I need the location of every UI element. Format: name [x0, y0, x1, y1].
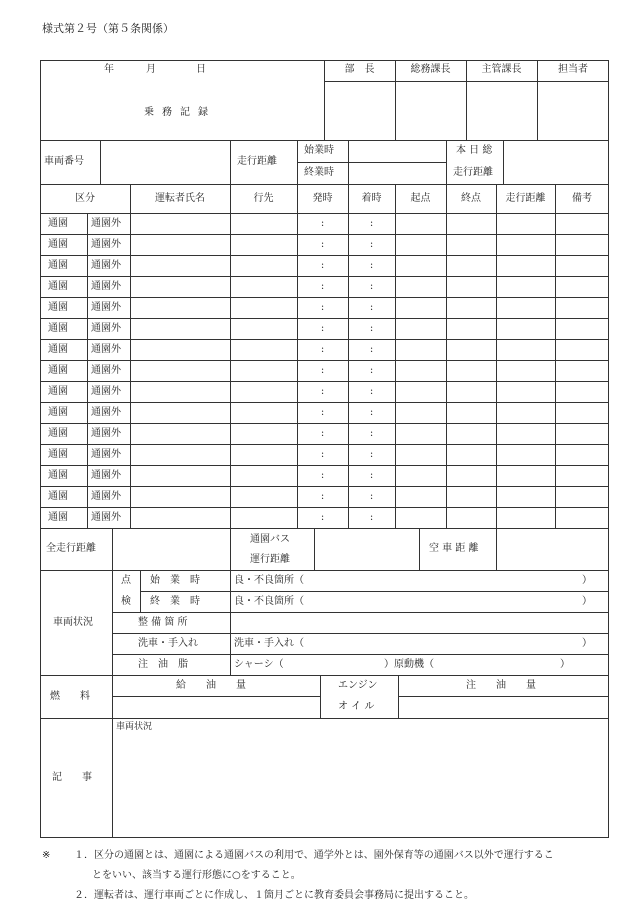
log-header-5: 起点 — [410, 193, 431, 204]
category-school-bus: 通園 — [48, 323, 68, 334]
arrival-time-separator: : — [369, 218, 374, 229]
category-non-school: 通園外 — [91, 491, 121, 502]
arrival-time-separator: : — [369, 428, 374, 439]
chassis-text: シャーシ（ — [234, 659, 284, 670]
log-column-line — [130, 184, 131, 528]
category-non-school: 通園外 — [91, 512, 121, 523]
table-row-line — [40, 360, 609, 361]
engine-text: ）原動機（ — [384, 659, 434, 670]
category-school-bus: 通園 — [48, 365, 68, 376]
bus-mileage-label-2: 運行距離 — [250, 554, 290, 565]
arrival-time-separator: : — [369, 512, 374, 523]
category-non-school: 通園外 — [91, 386, 121, 397]
log-header-line — [40, 213, 609, 214]
departure-time-separator: : — [320, 239, 325, 250]
departure-time-separator: : — [320, 281, 325, 292]
arrival-time-separator: : — [369, 239, 374, 250]
approver-section-chief: 主管課長 — [481, 64, 522, 75]
condition-end-label: 終 業 時 — [150, 596, 200, 607]
arrival-time-separator: : — [369, 365, 374, 376]
table-row-line — [40, 297, 609, 298]
table-row-line — [40, 276, 609, 277]
arrival-time-separator: : — [369, 323, 374, 334]
category-non-school: 通園外 — [91, 470, 121, 481]
wash-text: 洗車・手入れ（ — [234, 638, 304, 649]
departure-time-separator: : — [320, 512, 325, 523]
note-mark: ※ — [42, 850, 51, 861]
log-header-0: 区分 — [75, 193, 95, 204]
table-row-line — [40, 339, 609, 340]
table-row-line — [40, 234, 609, 235]
category-non-school: 通園外 — [91, 428, 121, 439]
departure-time-separator: : — [320, 365, 325, 376]
departure-time-separator: : — [320, 491, 325, 502]
departure-time-separator: : — [320, 407, 325, 418]
category-school-bus: 通園 — [48, 239, 68, 250]
log-column-line — [395, 184, 396, 528]
log-header-2: 行先 — [253, 193, 274, 204]
log-column-line — [496, 184, 497, 528]
engine-close: ） — [560, 659, 570, 670]
end-defect-text: 良・不良箇所（ — [234, 596, 304, 607]
arrival-time-separator: : — [369, 281, 374, 292]
category-non-school: 通園外 — [91, 281, 121, 292]
category-non-school: 通園外 — [91, 239, 121, 250]
bus-mileage-label-1: 通園バス — [250, 534, 290, 545]
log-column-line — [555, 184, 556, 528]
fuel-label: 燃 料 — [50, 691, 90, 702]
date-year: 年 — [104, 64, 114, 75]
oil-label: 注 油 脂 — [138, 659, 188, 670]
departure-time-separator: : — [320, 218, 325, 229]
refuel-amount-label: 給 油 量 — [176, 680, 246, 691]
category-school-bus: 通園 — [48, 449, 68, 460]
departure-time-separator: : — [320, 386, 325, 397]
daily-total-label-2: 走行距離 — [453, 167, 493, 178]
arrival-time-separator: : — [369, 470, 374, 481]
wash-close: ） — [582, 638, 592, 649]
table-row-line — [40, 381, 609, 382]
wash-label: 洗車・手入れ — [138, 638, 198, 649]
arrival-time-separator: : — [369, 407, 374, 418]
inspection-label-2: 検 — [121, 596, 131, 607]
date-month: 月 — [146, 64, 156, 75]
arrival-time-separator: : — [369, 302, 374, 313]
note-2: ２．運転者は、運行車両ごとに作成し、１箇月ごとに教育委員会事務局に提出すること。 — [74, 890, 474, 901]
table-row-line — [40, 255, 609, 256]
mileage-label: 走行距離 — [237, 156, 277, 167]
departure-time-separator: : — [320, 323, 325, 334]
approver-staff: 担当者 — [558, 64, 588, 75]
category-non-school: 通園外 — [91, 365, 121, 376]
category-non-school: 通園外 — [91, 218, 121, 229]
vehicle-condition-label: 車両状況 — [53, 617, 93, 628]
arrival-time-separator: : — [369, 260, 374, 271]
end-defect-close: ） — [582, 596, 592, 607]
table-row-line — [40, 465, 609, 466]
departure-time-separator: : — [320, 344, 325, 355]
category-non-school: 通園外 — [91, 260, 121, 271]
arrival-time-separator: : — [369, 344, 374, 355]
form-caption: 様式第２号（第５条関係） — [42, 22, 174, 35]
remarks-vehicle-condition: 車両状況 — [116, 722, 153, 732]
table-row-line — [40, 507, 609, 508]
table-row-line — [40, 402, 609, 403]
maintenance-label: 整 備 箇 所 — [138, 617, 188, 628]
category-school-bus: 通園 — [48, 491, 68, 502]
category-school-bus: 通園 — [48, 302, 68, 313]
departure-time-separator: : — [320, 470, 325, 481]
vehicle-number-label: 車両番号 — [44, 156, 84, 167]
table-row-line — [40, 444, 609, 445]
log-column-line — [230, 184, 231, 528]
empty-mileage-label: 空 車 距 離 — [429, 543, 479, 554]
category-non-school: 通園外 — [91, 449, 121, 460]
category-school-bus: 通園 — [48, 260, 68, 271]
category-school-bus: 通園 — [48, 428, 68, 439]
start-defect-close: ） — [582, 575, 592, 586]
category-non-school: 通園外 — [91, 344, 121, 355]
remarks-label: 記 事 — [52, 772, 92, 783]
category-school-bus: 通園 — [48, 470, 68, 481]
category-non-school: 通園外 — [91, 407, 121, 418]
note-1-continued: とをいい、該当する運行形態に○をすること。 — [92, 870, 301, 881]
oil-amount-label: 注 油 量 — [466, 680, 536, 691]
log-header-6: 終点 — [461, 193, 481, 204]
category-school-bus: 通園 — [48, 512, 68, 523]
note-1: １．区分の通園とは、通園による通園バスの利用で、通学外とは、園外保育等の通園バス以外で運行するこ — [74, 850, 554, 861]
log-header-7: 走行距離 — [505, 193, 546, 204]
arrival-time-separator: : — [369, 449, 374, 460]
start-time-label: 始業時 — [304, 145, 334, 156]
category-non-school: 通園外 — [91, 323, 121, 334]
arrival-time-separator: : — [369, 491, 374, 502]
engine-oil-label-1: エンジン — [338, 680, 378, 691]
departure-time-separator: : — [320, 260, 325, 271]
category-divider — [87, 213, 88, 528]
arrival-time-separator: : — [369, 386, 374, 397]
end-time-label: 終業時 — [304, 167, 334, 178]
date-day: 日 — [196, 64, 206, 75]
start-defect-text: 良・不良箇所（ — [234, 575, 304, 586]
daily-total-label-1: 本 日 総 — [456, 145, 493, 156]
table-row-line — [40, 528, 609, 529]
approver-dept-head: 部 長 — [344, 64, 375, 75]
total-mileage-label: 全走行距離 — [46, 543, 96, 554]
departure-time-separator: : — [320, 428, 325, 439]
category-school-bus: 通園 — [48, 344, 68, 355]
category-school-bus: 通園 — [48, 386, 68, 397]
inspection-label-1: 点 — [121, 575, 131, 586]
category-school-bus: 通園 — [48, 407, 68, 418]
approver-general-affairs: 総務課長 — [410, 64, 451, 75]
table-row-line — [40, 318, 609, 319]
log-header-3: 発時 — [312, 193, 333, 204]
log-header-1: 運転者氏名 — [155, 193, 205, 204]
log-header-4: 着時 — [361, 193, 382, 204]
departure-time-separator: : — [320, 449, 325, 460]
page-title: 乗務記録 — [144, 107, 216, 118]
table-row-line — [40, 423, 609, 424]
category-school-bus: 通園 — [48, 218, 68, 229]
departure-time-separator: : — [320, 302, 325, 313]
category-school-bus: 通園 — [48, 281, 68, 292]
log-column-line — [446, 184, 447, 528]
engine-oil-label-2: オ イ ル — [338, 701, 375, 712]
category-non-school: 通園外 — [91, 302, 121, 313]
condition-start-label: 始 業 時 — [150, 575, 200, 586]
table-row-line — [40, 486, 609, 487]
log-header-8: 備考 — [572, 193, 592, 204]
